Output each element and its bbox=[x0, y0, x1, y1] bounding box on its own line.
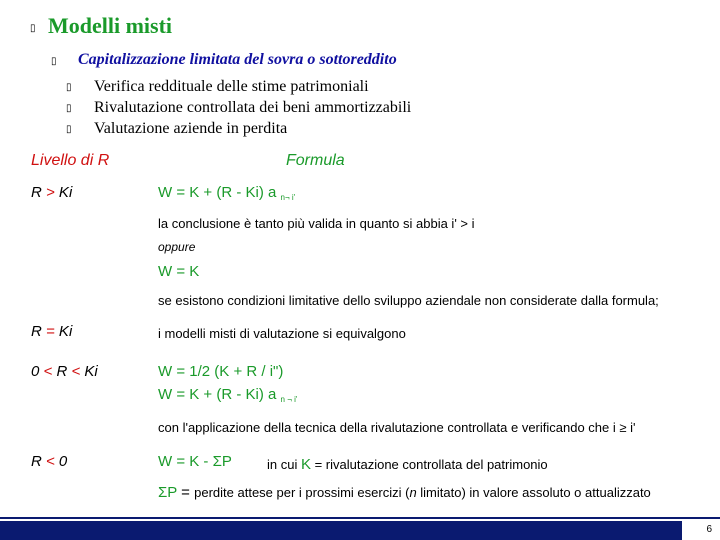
list-bullet-icon: ▯ bbox=[66, 82, 72, 93]
sp-definition bbox=[158, 484, 651, 501]
page-number-box bbox=[682, 521, 720, 540]
level-operator: = bbox=[46, 323, 55, 340]
sp-equals: = bbox=[177, 484, 195, 501]
level-text: R bbox=[52, 363, 72, 380]
oppure-label: oppure bbox=[158, 240, 196, 254]
level-r-between bbox=[31, 363, 98, 380]
level-text: R bbox=[31, 184, 46, 201]
level-text: Ki bbox=[80, 363, 98, 380]
footer-line bbox=[0, 517, 720, 519]
sp-n: n bbox=[409, 485, 417, 500]
formula-r3-1: W = 1/2 (K + R / i") bbox=[158, 363, 284, 380]
formula-main: W = K + (R - Ki) a bbox=[158, 184, 281, 201]
list-bullet-icon: ▯ bbox=[66, 124, 72, 135]
subtitle-bullet-icon: ▯ bbox=[51, 56, 57, 67]
list-item: Valutazione aziende in perdita bbox=[94, 120, 288, 137]
level-text: 0 bbox=[31, 363, 44, 380]
level-text: R bbox=[31, 323, 46, 340]
note-text: i' bbox=[626, 420, 636, 435]
note-r2: i modelli misti di valutazione si equivalgono bbox=[158, 326, 406, 341]
header-formula: Formula bbox=[286, 152, 345, 169]
level-text: 0 bbox=[54, 453, 68, 470]
sp-text: perdite attese per i prossimi esercizi ( bbox=[194, 485, 410, 500]
formula-r4: W = K - ΣP bbox=[158, 453, 232, 470]
list-item: Rivalutazione controllata dei beni ammortizzabili bbox=[94, 99, 412, 116]
explain-text: = rivalutazione controllata del patrimonio bbox=[310, 457, 548, 472]
level-r-negative bbox=[31, 453, 67, 470]
formula-r1 bbox=[158, 184, 295, 202]
level-operator: < bbox=[43, 363, 53, 380]
formula-subscript: n¬ i' bbox=[280, 193, 296, 202]
title-bullet-icon: ▯ bbox=[30, 23, 36, 34]
note-symbol: ≥ bbox=[619, 420, 627, 435]
formula-r3-2 bbox=[158, 386, 297, 404]
page-title: Modelli misti bbox=[48, 13, 173, 38]
sp-text: limitato) in valore assoluto o attualizzato bbox=[416, 485, 651, 500]
sp-symbol: ΣP bbox=[158, 484, 178, 501]
note-r1-alt: se esistono condizioni limitative dello sviluppo aziendale non considerate dalla formula; bbox=[158, 293, 659, 308]
list-item: Verifica reddituale delle stime patrimoniali bbox=[94, 78, 369, 95]
note-r1: la conclusione è tanto più valida in quanto si abbia i' > i bbox=[158, 216, 475, 231]
level-operator: < bbox=[71, 363, 81, 380]
footer-bar bbox=[0, 521, 720, 540]
subtitle: Capitalizzazione limitata del sovra o sottoreddito bbox=[78, 51, 397, 68]
page-number: 6 bbox=[706, 524, 712, 535]
explain-text: in cui bbox=[267, 457, 301, 472]
explain-k: K bbox=[300, 456, 311, 473]
level-operator: < bbox=[46, 453, 55, 470]
level-r-equal-ki bbox=[31, 323, 72, 340]
level-text: Ki bbox=[54, 184, 73, 201]
level-r-greater-ki bbox=[31, 184, 72, 201]
note-r3 bbox=[158, 420, 636, 435]
level-operator: > bbox=[46, 184, 55, 201]
explain-r4 bbox=[267, 456, 548, 473]
formula-r1-alt: W = K bbox=[158, 263, 200, 280]
formula-main: W = K + (R - Ki) a bbox=[158, 386, 281, 403]
list-bullet-icon: ▯ bbox=[66, 103, 72, 114]
level-text: Ki bbox=[54, 323, 73, 340]
level-text: R bbox=[31, 453, 46, 470]
header-level: Livello di R bbox=[31, 152, 110, 169]
formula-subscript: n ¬ i' bbox=[280, 395, 298, 404]
note-text: con l'applicazione della tecnica della rivalutazione controllata e verificando che i bbox=[158, 420, 620, 435]
